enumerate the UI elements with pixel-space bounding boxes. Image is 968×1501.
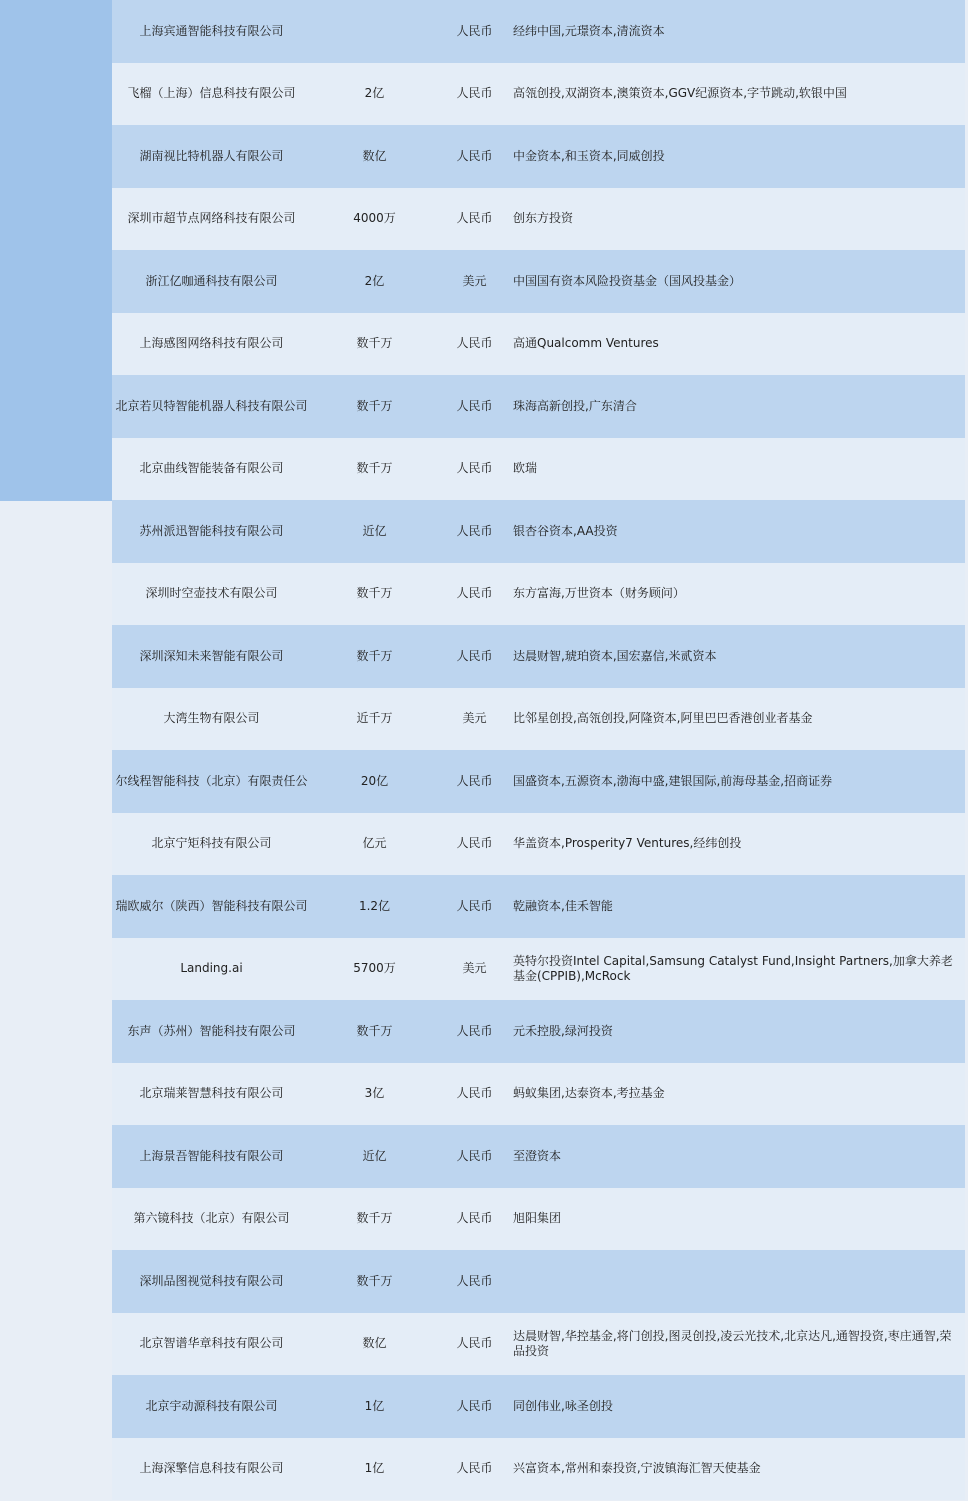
- currency-cell: 美元: [462, 961, 487, 976]
- financing-table: [112, 0, 965, 1500]
- currency-cell: 人民币: [456, 461, 493, 476]
- investors-cell: 欧瑞: [513, 461, 538, 476]
- table-row: [112, 63, 965, 126]
- currency-cell: 美元: [462, 273, 487, 288]
- company-name-cell: 飞榴（上海）信息科技有限公司: [127, 86, 296, 101]
- company-name-cell: 尔线程智能科技（北京）有限责任公: [115, 773, 308, 788]
- amount-cell: 2亿: [364, 273, 385, 288]
- investors-cell: 中国国有资本风险投资基金（国风投基金）: [513, 273, 742, 288]
- amount-cell: 近亿: [362, 523, 387, 538]
- table-row: [112, 688, 965, 751]
- investors-cell: 中金资本,和玉资本,同威创投: [513, 148, 665, 163]
- amount-cell: 数千万: [356, 398, 393, 413]
- investors-cell: 至澄资本: [513, 1148, 562, 1163]
- amount-cell: 5700万: [353, 961, 396, 976]
- amount-cell: 数千万: [356, 648, 393, 663]
- amount-cell: 数亿: [362, 1336, 387, 1351]
- table-row: [112, 1438, 965, 1501]
- company-name-cell: 北京宁矩科技有限公司: [151, 836, 272, 851]
- amount-cell: 数千万: [356, 336, 393, 351]
- table-row: [112, 1188, 965, 1251]
- investors-cell: 达晨财智,华控基金,将门创投,图灵创投,凌云光技术,北京达凡,通智投资,枣庄通智,荣品投资: [513, 1328, 952, 1358]
- company-name-cell: 上海景吾智能科技有限公司: [139, 1148, 284, 1163]
- currency-cell: 美元: [462, 711, 487, 726]
- table-row: [112, 1125, 965, 1188]
- currency-cell: 人民币: [456, 398, 493, 413]
- company-name-cell: 北京曲线智能装备有限公司: [139, 461, 284, 476]
- table-row: [112, 188, 965, 251]
- investors-cell: 元禾控股,绿河投资: [513, 1023, 613, 1038]
- amount-cell: 数亿: [362, 148, 387, 163]
- currency-cell: 人民币: [456, 211, 493, 226]
- company-name-cell: 上海感图网络科技有限公司: [139, 336, 284, 351]
- table-row: [112, 250, 965, 313]
- company-name-cell: 第六镜科技（北京）有限公司: [133, 1211, 290, 1226]
- category-band: [0, 0, 112, 501]
- investors-cell: 旭阳集团: [513, 1211, 562, 1226]
- currency-cell: 人民币: [456, 336, 493, 351]
- investors-cell: 银杏谷资本,AA投资: [513, 523, 618, 538]
- investors-cell: 创东方投资: [513, 211, 574, 226]
- table-row: [112, 1313, 965, 1376]
- amount-cell: 亿元: [362, 836, 387, 851]
- currency-cell: 人民币: [456, 1398, 493, 1413]
- company-name-cell: 北京若贝特智能机器人科技有限公司: [115, 398, 308, 413]
- company-name-cell: 深圳深知未来智能有限公司: [139, 648, 284, 663]
- currency-cell: 人民币: [456, 1336, 493, 1351]
- company-name-cell: 北京宇动源科技有限公司: [145, 1398, 278, 1413]
- table-row: [112, 0, 965, 63]
- currency-cell: 人民币: [456, 648, 493, 663]
- investors-cell: 蚂蚁集团,达泰资本,考拉基金: [513, 1086, 665, 1101]
- amount-cell: 数千万: [356, 1211, 393, 1226]
- investors-cell: 东方富海,万世资本（财务顾问）: [513, 586, 685, 601]
- amount-cell: 3亿: [364, 1086, 385, 1101]
- amount-cell: 数千万: [356, 586, 393, 601]
- table-row: [112, 500, 965, 563]
- table-row: [112, 750, 965, 813]
- currency-cell: 人民币: [456, 1273, 493, 1288]
- currency-cell: 人民币: [456, 836, 493, 851]
- company-name-cell: 大湾生物有限公司: [163, 711, 260, 726]
- company-name-cell: 湖南视比特机器人有限公司: [139, 148, 284, 163]
- investors-cell: 英特尔投资Intel Capital,Samsung Catalyst Fund,Insight Partners,加拿大养老基金(CPPIB),McRock: [513, 953, 953, 983]
- company-name-cell: 北京瑞莱智慧科技有限公司: [139, 1086, 284, 1101]
- table-row: [112, 875, 965, 938]
- investors-cell: 国盛资本,五源资本,渤海中盛,建银国际,前海母基金,招商证券: [513, 773, 833, 788]
- currency-cell: 人民币: [456, 586, 493, 601]
- table-row: [112, 375, 965, 438]
- amount-cell: 1亿: [364, 1461, 385, 1476]
- company-name-cell: 深圳品图视觉科技有限公司: [139, 1273, 284, 1288]
- amount-cell: 数千万: [356, 1023, 393, 1038]
- amount-cell: 20亿: [360, 773, 389, 788]
- currency-cell: 人民币: [456, 1461, 493, 1476]
- company-name-cell: 上海宾通智能科技有限公司: [139, 23, 284, 38]
- table-row: [112, 313, 965, 376]
- amount-cell: 近千万: [356, 711, 393, 726]
- table-row: [112, 813, 965, 876]
- company-name-cell: 瑞欧威尔（陕西）智能科技有限公司: [115, 898, 308, 913]
- amount-cell: 数千万: [356, 1273, 393, 1288]
- table-row: [112, 438, 965, 501]
- currency-cell: 人民币: [456, 1148, 493, 1163]
- currency-cell: 人民币: [456, 23, 493, 38]
- table-row: [112, 563, 965, 626]
- company-name-cell: 北京智谱华章科技有限公司: [139, 1336, 284, 1351]
- currency-cell: 人民币: [456, 86, 493, 101]
- company-name-cell: 深圳市超节点网络科技有限公司: [127, 211, 296, 226]
- table-row: [112, 625, 965, 688]
- table-row: [112, 1250, 965, 1313]
- investors-cell: 经纬中国,元璟资本,清流资本: [513, 23, 665, 38]
- table-row: [112, 1000, 965, 1063]
- currency-cell: 人民币: [456, 1023, 493, 1038]
- table-row: [112, 938, 965, 1001]
- table-row: [112, 1063, 965, 1126]
- company-name-cell: Landing.ai: [180, 961, 243, 976]
- company-name-cell: 深圳时空壶技术有限公司: [145, 586, 278, 601]
- company-name-cell: 苏州派迅智能科技有限公司: [139, 523, 284, 538]
- investors-cell: 达晨财智,琥珀资本,国宏嘉信,米贰资本: [513, 648, 717, 663]
- amount-cell: 4000万: [353, 211, 396, 226]
- currency-cell: 人民币: [456, 1086, 493, 1101]
- currency-cell: 人民币: [456, 148, 493, 163]
- currency-cell: 人民币: [456, 773, 493, 788]
- investors-cell: 高瓴创投,双湖资本,澳策资本,GGV纪源资本,字节跳动,软银中国: [513, 86, 847, 101]
- currency-cell: 人民币: [456, 898, 493, 913]
- company-name-cell: 东声（苏州）智能科技有限公司: [127, 1023, 296, 1038]
- amount-cell: 数千万: [356, 461, 393, 476]
- investors-cell: 华盖资本,Prosperity7 Ventures,经纬创投: [513, 836, 742, 851]
- amount-cell: 1亿: [364, 1398, 385, 1413]
- currency-cell: 人民币: [456, 523, 493, 538]
- company-name-cell: 上海深擎信息科技有限公司: [139, 1461, 284, 1476]
- investors-cell: 同创伟业,咏圣创投: [513, 1398, 613, 1413]
- table-row: [112, 1375, 965, 1438]
- investors-cell: 比邻星创投,高瓴创投,阿隆资本,阿里巴巴香港创业者基金: [513, 711, 813, 726]
- investors-cell: 高通Qualcomm Ventures: [513, 336, 659, 351]
- table-row: [112, 125, 965, 188]
- amount-cell: 近亿: [362, 1148, 387, 1163]
- company-name-cell: 浙江亿咖通科技有限公司: [145, 273, 278, 288]
- amount-cell: 1.2亿: [358, 898, 391, 913]
- currency-cell: 人民币: [456, 1211, 493, 1226]
- investors-cell: 珠海高新创投,广东清合: [513, 398, 637, 413]
- investors-cell: 乾融资本,佳禾智能: [513, 898, 613, 913]
- investors-cell: 兴富资本,常州和泰投资,宁波镇海汇智天使基金: [513, 1461, 761, 1476]
- amount-cell: 2亿: [364, 86, 385, 101]
